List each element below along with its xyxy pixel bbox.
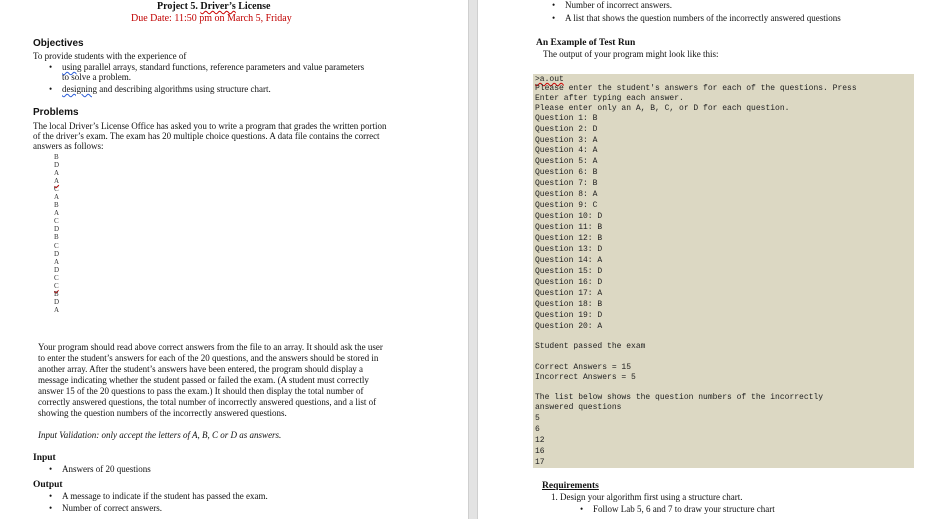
document-title [157, 1, 270, 12]
terminal-line-3: Please enter only an A, B, C, or D for each question. [535, 104, 790, 113]
answer-16: C [54, 273, 59, 282]
terminal-question-12: Question 12: B [535, 234, 603, 243]
terminal-question-9: Question 9: C [535, 201, 598, 210]
due-date: Due Date: 11:50 pm on March 5, Friday [131, 13, 292, 24]
answer-5: C [54, 185, 59, 194]
output-item-3: • Number of incorrect answers. [565, 0, 672, 10]
objective-item-1-cont: to solve a problem. [62, 72, 131, 82]
incorrect-number-5: 17 [535, 458, 545, 467]
answer-13: D [54, 249, 60, 258]
output-heading: Output [33, 480, 63, 490]
paragraph-line-1: Your program should read above correct answers from the file to an array. It should ask the user [38, 342, 383, 352]
title-prefix: Project 5. [157, 1, 201, 12]
terminal-question-14: Question 14: A [535, 256, 603, 265]
objective-item-2 [62, 84, 271, 94]
problems-heading: Problems [33, 107, 79, 118]
paragraph-line-3: another array. After the student’s answers have been entered, the program should display a [38, 364, 364, 374]
answer-12: C [54, 241, 59, 250]
title-word: Driver’s [200, 1, 236, 12]
answer-20: A [54, 305, 60, 314]
paragraph-line-5: answer 15 of the 20 questions to pass the exam.) It should then display the total number of [38, 386, 364, 396]
paragraph-line-6: correctly answered questions, the total number of incorrectly answered questions, and a list of [38, 397, 377, 407]
output-item-2: • Number of correct answers. [62, 503, 162, 513]
terminal-line-1: Please enter the student's answers for each of the questions. Press [535, 84, 857, 93]
terminal-question-16: Question 16: D [535, 278, 603, 287]
terminal-question-7: Question 7: B [535, 179, 598, 188]
answer-14: A [54, 257, 60, 266]
answer-7: B [54, 201, 59, 210]
terminal-question-20: Question 20: A [535, 322, 603, 331]
requirement-1: 1. Design your algorithm first using a structure chart. [551, 492, 743, 502]
terminal-question-6: Question 6: B [535, 168, 598, 177]
terminal-question-18: Question 18: B [535, 300, 603, 309]
problem-line-2: of the driver’s exam. The exam has 20 multiple choice questions. A data file contains the correct [33, 131, 380, 141]
objectives-heading: Objectives [33, 38, 84, 49]
incorrect-number-1: 5 [535, 414, 540, 423]
input-heading: Input [33, 453, 56, 463]
answer-9: C [54, 217, 59, 226]
answer-6: A [54, 193, 60, 202]
obj2-word: designing [62, 84, 97, 94]
answer-3: A [54, 169, 60, 178]
terminal-question-2: Question 2: D [535, 125, 598, 134]
terminal-list-heading-1: The list below shows the question numbers of the incorrectly [535, 393, 824, 402]
terminal-question-10: Question 10: D [535, 212, 603, 221]
objective-item-1 [62, 62, 364, 72]
terminal-question-13: Question 13: D [535, 245, 603, 254]
terminal-incorrect-count: Incorrect Answers = 5 [535, 373, 636, 382]
requirement-1-sub: • Follow Lab 5, 6 and 7 to draw your structure chart [593, 504, 775, 514]
input-validation-note: Input Validation: only accept the letters of A, B, C or D as answers. [38, 430, 282, 440]
terminal-pass-message: Student passed the exam [535, 342, 646, 351]
answer-15: D [54, 265, 60, 274]
answer-8: A [54, 209, 60, 218]
answer-4: A [54, 177, 60, 186]
terminal-question-8: Question 8: A [535, 190, 598, 199]
terminal-question-17: Question 17: A [535, 289, 603, 298]
incorrect-number-4: 16 [535, 447, 545, 456]
answer-18: B [54, 289, 59, 298]
obj1-word: using [62, 62, 82, 72]
paragraph-line-7: showing the question numbers of the incorrectly answered questions. [38, 408, 287, 418]
page-gutter [468, 0, 478, 519]
incorrect-number-2: 6 [535, 425, 540, 434]
input-item: • Answers of 20 questions [62, 464, 151, 474]
terminal-line-2: Enter after typing each answer. [535, 94, 684, 103]
answer-19: D [54, 297, 60, 306]
paragraph-line-2: to enter the student’s answers for each of the 20 questions, and the answers should be stored in [38, 353, 379, 363]
terminal-list-heading-2: answered questions [535, 403, 622, 412]
requirements-heading: Requirements [542, 481, 599, 491]
terminal-question-11: Question 11: B [535, 223, 603, 232]
answer-2: D [54, 161, 60, 170]
terminal-question-19: Question 19: D [535, 311, 603, 320]
example-intro: The output of your program might look like this: [543, 49, 719, 59]
answer-10: D [54, 225, 60, 234]
paragraph-line-4: message indicating whether the student passed or failed the exam. (A student must correctly [38, 375, 369, 385]
terminal-correct-count: Correct Answers = 15 [535, 363, 632, 372]
terminal-question-4: Question 4: A [535, 146, 598, 155]
obj1-rest: parallel arrays, standard functions, reference parameters and value parameters [81, 62, 365, 72]
answer-key-list [54, 154, 64, 315]
problem-line-1: The local Driver’s License Office has asked you to write a program that grades the written portion [33, 121, 387, 131]
output-item-4: • A list that shows the question numbers of the incorrectly answered questions [565, 13, 841, 23]
terminal-question-1: Question 1: B [535, 114, 598, 123]
output-item-1: • A message to indicate if the student has passed the exam. [62, 491, 268, 501]
problem-line-3: answers as follows: [33, 141, 104, 151]
obj2-rest: and describing algorithms using structure chart. [97, 84, 271, 94]
example-heading: An Example of Test Run [536, 38, 636, 48]
incorrect-number-3: 12 [535, 436, 545, 445]
terminal-question-15: Question 15: D [535, 267, 603, 276]
answer-1: B [54, 153, 59, 161]
terminal-question-5: Question 5: A [535, 157, 598, 166]
terminal-command-text: >a.out [535, 75, 564, 84]
answer-11: B [54, 233, 59, 242]
objectives-intro: To provide students with the experience of [33, 51, 187, 61]
title-suffix: License [235, 1, 271, 12]
terminal-question-3: Question 3: A [535, 136, 598, 145]
answer-17: C [54, 281, 59, 290]
